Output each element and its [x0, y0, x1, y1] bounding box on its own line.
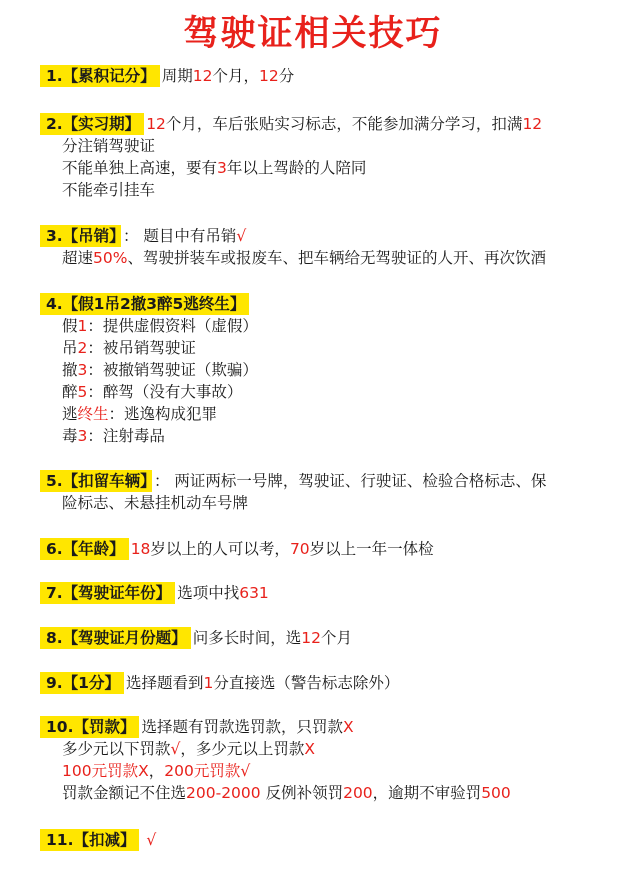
body-text: 超速: [62, 249, 94, 267]
body-text: ，多少元以上罚款: [180, 740, 305, 758]
tip-line: [40, 782, 606, 804]
tip-section: [40, 470, 606, 514]
body-text: ：提供虚假资料（虚假）: [87, 317, 258, 335]
tip-section: [40, 672, 606, 694]
tip-heading-line: [40, 716, 606, 738]
highlight-text: 18: [130, 540, 151, 558]
body-text: 个月，: [212, 67, 259, 85]
tip-section: [40, 225, 606, 269]
tip-line: [40, 492, 606, 514]
tip-line: [40, 337, 606, 359]
body-text: 个月，车后张贴实习标志，不能参加满分学习，扣满: [165, 115, 523, 133]
highlight-text: 3: [77, 427, 88, 445]
tip-line: [40, 738, 606, 760]
tip-tag: 1.【累积记分】: [40, 65, 160, 87]
tip-section: [40, 716, 606, 804]
body-text: 多少元以下罚款: [62, 740, 171, 758]
highlight-text: 12: [258, 67, 279, 85]
body-text: ： 题目中有吊销: [122, 227, 237, 245]
body-text: 反例补领罚: [260, 784, 344, 802]
body-text: 不能牵引挂车: [62, 181, 156, 199]
tip-line: [40, 315, 606, 337]
tip-heading-line: [40, 672, 606, 694]
highlight-text: X: [304, 740, 316, 758]
tip-tag: 6.【年龄】: [40, 538, 129, 560]
body-text: 不能单独上高速，要有: [62, 159, 218, 177]
tip-line: [40, 403, 606, 425]
tip-section: [40, 582, 606, 604]
highlight-text: 3: [217, 159, 227, 177]
body-text: 个月: [320, 629, 352, 647]
body-text: ，: [148, 762, 165, 780]
tip-heading-line: [40, 470, 606, 492]
highlight-text: 200-2000: [186, 784, 261, 802]
body-text: ：逃逸构成犯罪: [108, 405, 218, 423]
highlight-text: 12: [301, 629, 321, 647]
tip-tag: 7.【驾驶证年份】: [40, 582, 175, 604]
body-text: 选项中找: [177, 584, 240, 602]
body-text: 险标志、未悬挂机动车号牌: [62, 494, 249, 512]
tip-line: [40, 760, 606, 782]
body-text: 分直接选（警告标志除外）: [213, 674, 400, 692]
highlight-text: 70: [289, 540, 310, 558]
tip-heading-line: [40, 113, 606, 135]
tip-heading-line: [40, 293, 606, 315]
body-text: 周期: [161, 67, 193, 85]
highlight-text: 200元罚款√: [164, 762, 251, 780]
body-text: 毒: [62, 427, 78, 445]
body-text: 醉: [62, 383, 78, 401]
body-text: ：被吊销驾驶证: [87, 339, 196, 357]
body-text: ：醉驾（没有大事故）: [87, 383, 243, 401]
highlight-text: √: [146, 831, 157, 849]
body-text: ：注射毒品: [87, 427, 165, 445]
highlight-text: 1: [203, 674, 214, 692]
highlight-text: 500: [481, 784, 511, 802]
body-text: 分: [278, 67, 295, 85]
body-text: 岁以上的人可以考，: [150, 540, 290, 558]
tip-tag: 3.【吊销】: [40, 225, 121, 247]
highlight-text: 终生: [77, 405, 109, 423]
body-text: 选择题有罚款选罚款，只罚款: [141, 718, 343, 736]
highlight-text: X: [342, 718, 354, 736]
tip-line: [40, 247, 606, 269]
highlight-text: 100元罚款X: [62, 762, 149, 780]
page-title: 驾驶证相关技巧: [183, 14, 443, 54]
body-text: 年以上驾龄的人陪同: [226, 159, 367, 177]
body-text: 假: [62, 317, 78, 335]
tip-line: [40, 359, 606, 381]
tip-tag: 2.【实习期】: [40, 113, 144, 135]
body-text: 岁以上一年一体检: [309, 540, 434, 558]
body-text: ： 两证两标一号牌，驾驶证、行驶证、检验合格标志、保: [153, 472, 547, 490]
tip-line: [40, 157, 606, 179]
highlight-text: 5: [77, 383, 88, 401]
tip-section: [40, 293, 606, 447]
tip-tag: 9.【1分】: [40, 672, 124, 694]
tip-heading-line: [40, 627, 606, 649]
tip-tag: 8.【驾驶证月份题】: [40, 627, 191, 649]
highlight-text: 631: [239, 584, 269, 602]
tip-tag: 10.【罚款】: [40, 716, 139, 738]
tip-tag: 5.【扣留车辆】: [40, 470, 152, 492]
highlight-text: 12: [146, 115, 166, 133]
tip-heading-line: [40, 582, 606, 604]
tip-section: [40, 65, 606, 87]
tip-section: [40, 627, 606, 649]
tip-heading-line: [40, 538, 606, 560]
highlight-text: 1: [77, 317, 88, 335]
body-text: 吊: [62, 339, 78, 357]
tip-line: [40, 381, 606, 403]
body-text: 罚款金额记不住选: [62, 784, 187, 802]
highlight-text: 3: [77, 361, 88, 379]
body-text: ，逾期不审验罚: [372, 784, 482, 802]
body-text: 逃: [62, 405, 78, 423]
highlight-text: 200: [343, 784, 373, 802]
body-text: 、驾驶拼装车或报废车、把车辆给无驾驶证的人开、再次饮酒: [127, 249, 546, 267]
body-text: 分注销驾驶证: [62, 137, 156, 155]
highlight-text: √: [236, 227, 247, 245]
tip-tag: 11.【扣减】: [40, 829, 139, 851]
body-text: ：被撤销驾驶证（欺骗）: [87, 361, 258, 379]
tip-heading-line: [40, 829, 606, 851]
tip-section: [40, 113, 606, 201]
tip-heading-line: [40, 225, 606, 247]
body-text: 撤: [62, 361, 78, 379]
highlight-text: √: [170, 740, 181, 758]
tip-line: [40, 135, 606, 157]
tip-tag: 4.【假1吊2撤3醉5逃终生】: [40, 293, 249, 315]
highlight-text: 2: [77, 339, 88, 357]
body-text: 选择题看到: [125, 674, 204, 692]
highlight-text: 50%: [93, 249, 128, 267]
tip-heading-line: [40, 65, 606, 87]
highlight-text: 12: [522, 115, 543, 133]
highlight-text: 12: [192, 67, 213, 85]
body-text: 问多长时间，选: [192, 629, 302, 647]
tip-section: [40, 538, 606, 560]
tip-line: [40, 425, 606, 447]
tip-section: [40, 829, 606, 851]
tip-line: [40, 179, 606, 201]
